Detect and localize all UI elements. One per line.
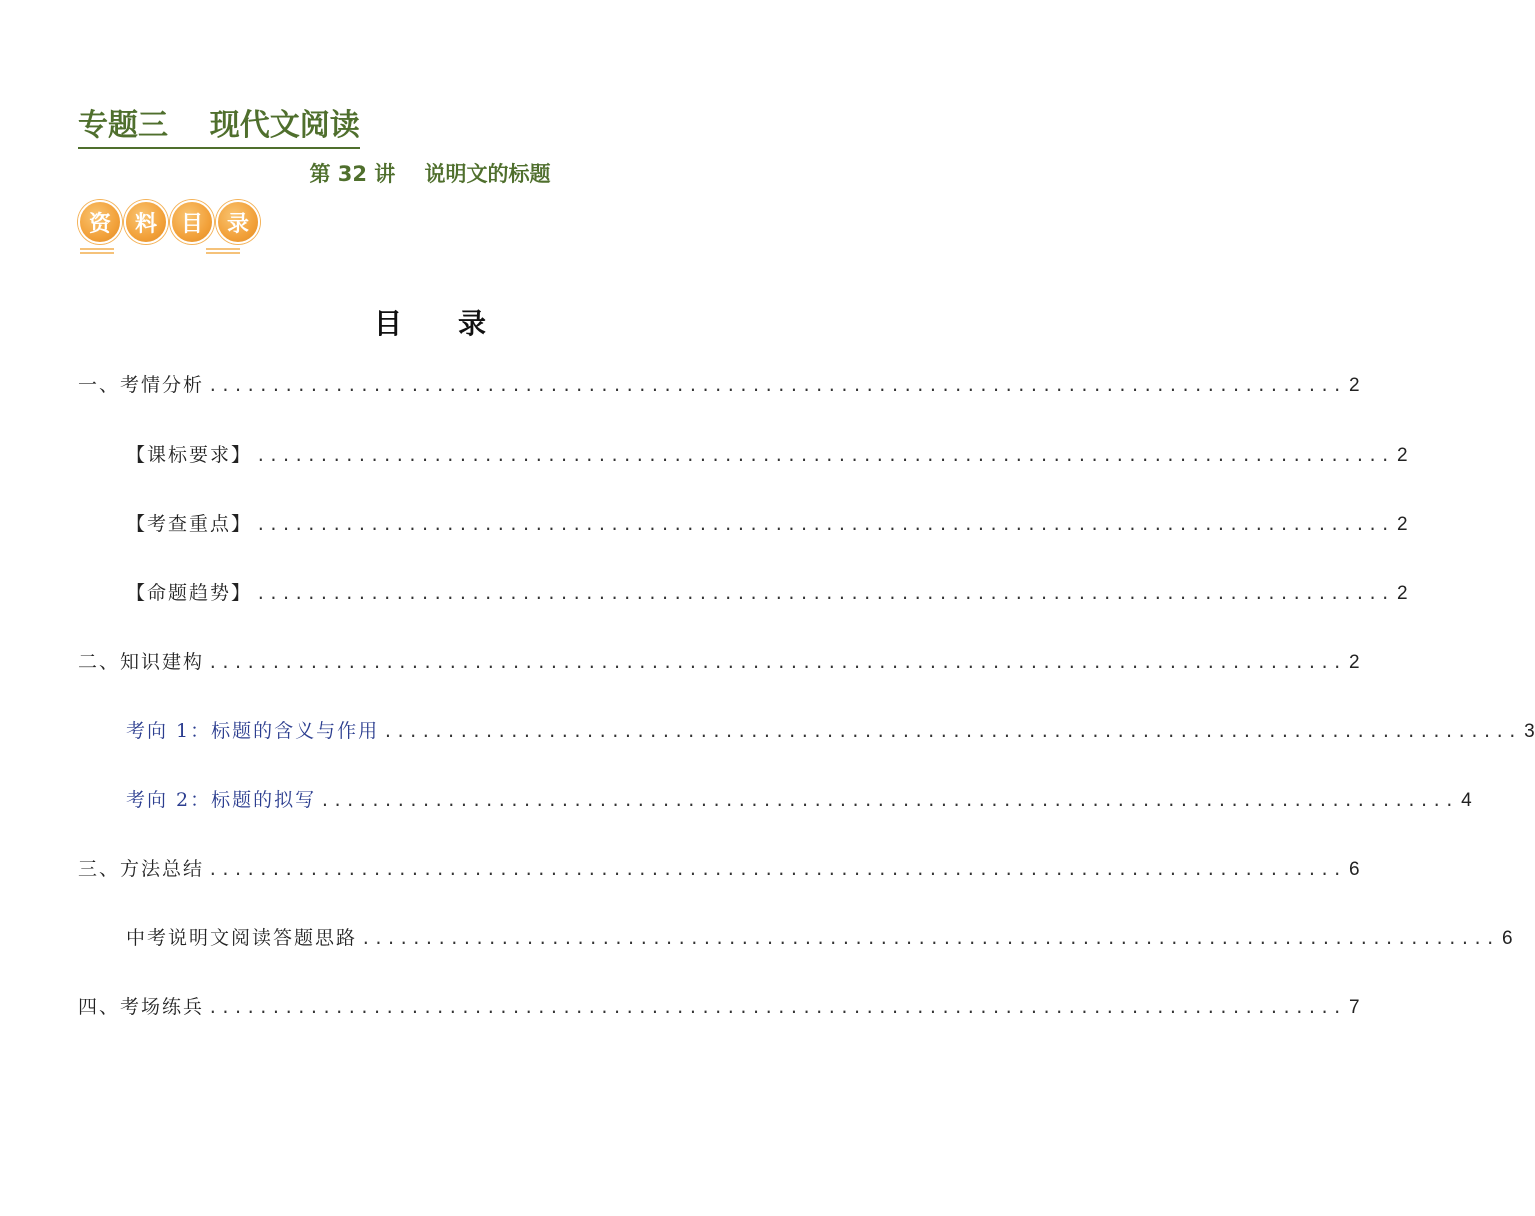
toc-leader-dots: .......................................................................................... xyxy=(256,584,1393,603)
toc-entry-trends[interactable] xyxy=(126,578,1408,614)
toc-page-number: 4 xyxy=(1461,790,1472,811)
toc-leader-dots: .......................................................................................... xyxy=(208,653,1345,672)
toc-entry-label: 考向 1：标题的含义与作用 xyxy=(126,720,380,742)
badge-char-3: 目 xyxy=(170,200,214,244)
toc-entry-label: 【考查重点】 xyxy=(126,513,253,535)
toc-leader-dots: .......................................................................................... xyxy=(208,376,1345,395)
toc-page-number: 2 xyxy=(1396,445,1408,466)
lecture-title xyxy=(0,158,860,188)
toc-entry-label: 【课标要求】 xyxy=(126,444,253,466)
badge-char-1: 资 xyxy=(78,200,122,244)
toc-heading-left: 目 xyxy=(373,307,402,340)
toc-entry-answer-approach[interactable] xyxy=(126,923,1513,959)
badge-underline-decoration xyxy=(80,248,240,254)
toc-page-number: 3 xyxy=(1524,721,1535,742)
toc-leader-dots: .......................................................................................... xyxy=(256,515,1393,534)
toc-entry-knowledge-construction[interactable] xyxy=(78,647,1360,683)
toc-entry-method-summary[interactable] xyxy=(78,854,1360,890)
toc-entry-label: 二、知识建构 xyxy=(78,651,205,673)
toc-leader-dots: .......................................................................................... xyxy=(361,929,1498,948)
topic-title: 专题三 现代文阅读 xyxy=(78,106,360,149)
toc-leader-dots: .......................................................................................... xyxy=(320,791,1458,810)
toc-heading xyxy=(0,302,860,342)
badge-char-2: 料 xyxy=(124,200,168,244)
toc-leader-dots: .......................................................................................... xyxy=(256,446,1393,465)
toc-entry-direction-2[interactable] xyxy=(126,785,1472,821)
toc-page-number: 2 xyxy=(1396,514,1408,535)
toc-leader-dots: .......................................................................................... xyxy=(383,722,1521,741)
toc-page-number: 7 xyxy=(1348,997,1360,1018)
toc-entry-label: 中考说明文阅读答题思路 xyxy=(126,927,358,949)
lecture-title-text: 第 32 讲 说明文的标题 xyxy=(309,162,551,186)
toc-entry-label: 【命题趋势】 xyxy=(126,582,253,604)
toc-entry-label: 一、考情分析 xyxy=(78,374,205,396)
toc-entry-exam-practice[interactable] xyxy=(78,992,1360,1028)
toc-entry-direction-1[interactable] xyxy=(126,716,1535,752)
toc-page-number: 2 xyxy=(1396,583,1408,604)
toc-leader-dots: .......................................................................................... xyxy=(208,998,1345,1017)
toc-page-number: 6 xyxy=(1501,928,1513,949)
toc-page-number: 6 xyxy=(1348,859,1360,880)
toc-page-number: 2 xyxy=(1348,375,1360,396)
toc-entry-label: 考向 2：标题的拟写 xyxy=(126,789,317,811)
toc-heading-right: 录 xyxy=(458,307,487,340)
toc-entry-exam-analysis[interactable] xyxy=(78,370,1360,406)
toc-page-number: 2 xyxy=(1348,652,1360,673)
toc-entry-curriculum-requirements[interactable] xyxy=(126,440,1408,476)
toc-leader-dots: .......................................................................................... xyxy=(208,860,1345,879)
materials-directory-badge xyxy=(78,200,260,244)
badge-char-4: 录 xyxy=(216,200,260,244)
toc-entry-key-points[interactable] xyxy=(126,509,1408,545)
toc-entry-label: 三、方法总结 xyxy=(78,858,205,880)
toc-entry-label: 四、考场练兵 xyxy=(78,996,205,1018)
